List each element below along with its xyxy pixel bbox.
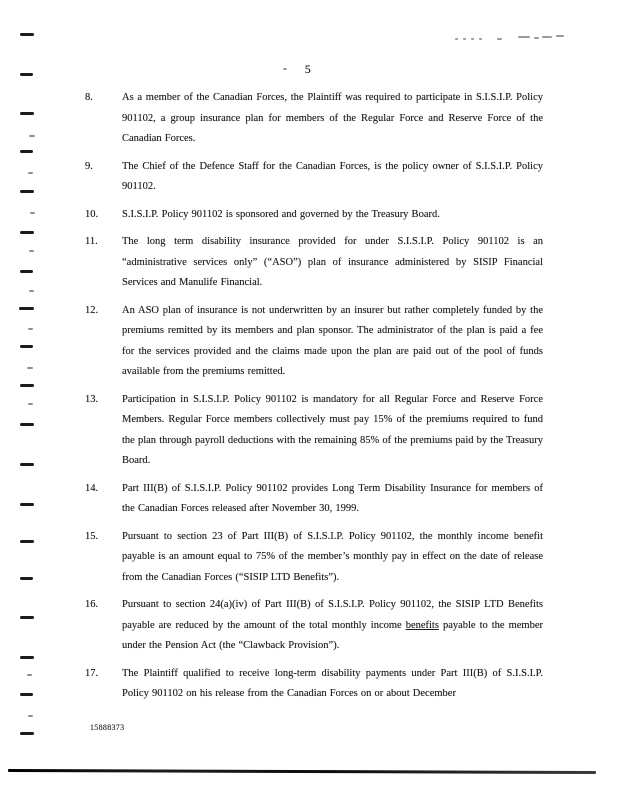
underlined-word: benefits — [405, 619, 439, 631]
paragraph-text: The long term disability insurance provided for under S.I.S.I.P. Policy 901102 is an “administrative services only” (“ASO”) plan of insurance administered by SISIP Financial Services and Manulife Financial. — [122, 236, 543, 288]
paragraph-number: 9. — [85, 160, 93, 172]
scan-mark — [28, 403, 33, 405]
scan-mark — [29, 135, 35, 137]
scan-mark — [20, 540, 34, 543]
paragraph-text: S.I.S.I.P. Policy 901102 is sponsored and governed by the Treasury Board. — [122, 208, 440, 220]
page-number: 5 — [304, 62, 312, 76]
footer-doc-number: 15888373 — [90, 723, 125, 732]
scan-mark — [20, 33, 34, 36]
scan-edge-line — [8, 769, 596, 774]
scan-mark — [20, 577, 33, 580]
paragraph-text: An ASO plan of insurance is not underwritten by an insurer but rather completely funded by the premiums remitted by its members and plan sponsor. The administrator of the plan is paid a fee for the services provided and the claims made upon the plan are paid out of the pool of funds available from the premiums remitted. — [122, 304, 543, 377]
scan-mark — [20, 190, 34, 193]
scan-noise — [471, 38, 474, 40]
paragraph-text: As a member of the Canadian Forces, the Plaintiff was required to participate in S.I.S.I.P. Policy 901102, a group insurance plan for members of the Regular Force and Reserve Force of the Canadian Forces. — [122, 92, 543, 144]
paragraph-8 — [85, 88, 543, 150]
paragraph-number: 13. — [85, 393, 99, 405]
scan-noise — [497, 38, 502, 40]
paragraph-number: 12. — [85, 304, 99, 316]
paragraph-number: 16. — [85, 599, 99, 610]
paragraph-text-before: Pursuant to section 24(a)(iv) of Part III(B) of S.I.S.I.P. Policy 901102, the SISIP LTD Benefits payable are reduced by the amount of the total monthly income — [122, 599, 543, 631]
paragraph-text-after: payable to the member under the Pension Act (the “Clawback Provision”). — [122, 619, 543, 651]
scan-mark — [20, 345, 33, 348]
paragraph-11 — [85, 232, 543, 294]
paragraph-text: Participation in S.I.S.I.P. Policy 901102 is mandatory for all Regular Force and Reserve Force Members. Regular Force members collectively must pay 15% of the premiums required to fund the plan through payroll deductions with the remaining 85% of the premiums paid by the Treasury Board. — [122, 393, 543, 466]
paragraph-list — [85, 88, 543, 712]
paragraph-9 — [85, 157, 543, 198]
paragraph-12 — [85, 301, 543, 383]
paragraph-14 — [85, 479, 543, 520]
paragraph-13 — [85, 390, 543, 472]
paragraph-text: The Plaintiff qualified to receive long-term disability payments under Part III(B) of S.I.S.I.P. Policy 901102 on his release from the Canadian Forces on or about December — [122, 667, 543, 699]
scan-mark — [20, 384, 34, 387]
scan-mark — [20, 231, 34, 234]
scan-mark — [20, 150, 33, 153]
paragraph-10 — [85, 205, 543, 226]
paragraph-number: 15. — [85, 530, 99, 542]
scan-noise — [542, 36, 552, 38]
paragraph-number: 10. — [85, 208, 99, 220]
scan-mark — [20, 423, 34, 426]
scan-mark — [29, 290, 34, 292]
scan-mark — [20, 693, 33, 696]
scan-noise — [518, 36, 530, 38]
scan-mark — [28, 172, 33, 174]
scan-mark — [20, 732, 34, 735]
paragraph-15 — [85, 527, 543, 589]
scan-noise — [455, 38, 458, 40]
scan-mark — [28, 328, 33, 330]
scan-mark — [20, 503, 34, 506]
scan-mark — [27, 674, 32, 676]
paragraph-text: The Chief of the Defence Staff for the Canadian Forces, is the policy owner of S.I.S.I.P. Policy 901102. — [122, 160, 543, 192]
scan-mark — [28, 715, 33, 717]
paragraph-text — [122, 595, 543, 657]
paragraph-text: Pursuant to section 23 of Part III(B) of S.I.S.I.P. Policy 901102, the monthly income benefit payable is an amount equal to 75% of the member’s monthly pay in effect on the date of release from the Canadian Forces (“SISIP LTD Benefits”). — [122, 530, 543, 583]
scan-noise — [479, 38, 482, 40]
scan-mark — [20, 656, 34, 659]
scan-mark — [20, 616, 34, 619]
paragraph-16 — [85, 595, 543, 657]
scan-mark — [29, 250, 34, 252]
paragraph-number: 11. — [85, 236, 98, 247]
paragraph-number: 8. — [85, 92, 93, 103]
scan-mark — [20, 112, 34, 115]
scan-mark — [20, 463, 34, 466]
scan-mark — [30, 212, 35, 214]
scan-mark — [19, 307, 34, 310]
scan-noise — [556, 35, 564, 37]
paragraph-number: 14. — [85, 482, 99, 494]
paragraph-text: Part III(B) of S.I.S.I.P. Policy 901102 provides Long Term Disability Insurance for members of the Canadian Forces released after November 30, 1999. — [122, 482, 543, 514]
paragraph-number: 17. — [85, 667, 99, 679]
scan-noise — [534, 37, 539, 39]
scan-noise — [463, 38, 466, 40]
scan-mark — [27, 367, 33, 369]
scan-mark — [20, 270, 33, 273]
paragraph-17 — [85, 664, 543, 705]
